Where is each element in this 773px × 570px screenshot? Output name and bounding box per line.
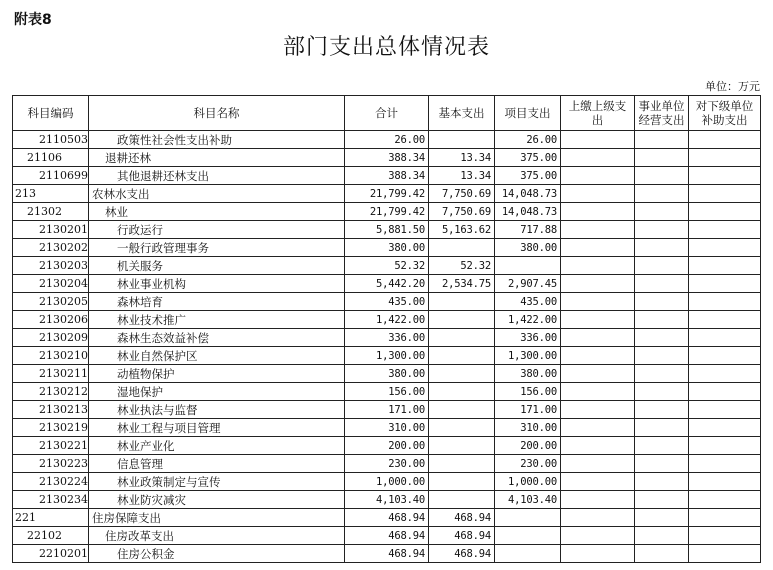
table-row [13, 239, 761, 257]
cell-business [635, 545, 689, 563]
cell-project: 4,103.40 [495, 491, 561, 509]
cell-code: 2110503 [13, 131, 89, 149]
cell-name: 林业事业机构 [89, 275, 345, 293]
cell-total: 21,799.42 [345, 203, 429, 221]
cell-code: 2210201 [13, 545, 89, 563]
cell-name: 退耕还林 [89, 149, 345, 167]
cell-business [635, 347, 689, 365]
cell-code: 213 [13, 185, 89, 203]
cell-business [635, 401, 689, 419]
cell-subsidy [689, 131, 761, 149]
cell-total: 200.00 [345, 437, 429, 455]
cell-basic: 7,750.69 [429, 203, 495, 221]
col-header-upper: 上缴上级支出 [561, 96, 635, 131]
table-row [13, 275, 761, 293]
cell-basic: 7,750.69 [429, 185, 495, 203]
col-header-total: 合计 [345, 96, 429, 131]
cell-basic [429, 239, 495, 257]
cell-total: 5,442.20 [345, 275, 429, 293]
table-row [13, 221, 761, 239]
cell-name: 信息管理 [89, 455, 345, 473]
cell-total: 380.00 [345, 239, 429, 257]
cell-name: 森林培育 [89, 293, 345, 311]
cell-basic [429, 311, 495, 329]
cell-business [635, 455, 689, 473]
table-row [13, 473, 761, 491]
cell-subsidy [689, 221, 761, 239]
cell-upper [561, 131, 635, 149]
cell-total: 26.00 [345, 131, 429, 149]
cell-project [495, 509, 561, 527]
cell-subsidy [689, 491, 761, 509]
cell-subsidy [689, 437, 761, 455]
cell-subsidy [689, 257, 761, 275]
cell-upper [561, 455, 635, 473]
col-header-basic: 基本支出 [429, 96, 495, 131]
cell-business [635, 293, 689, 311]
cell-name: 住房公积金 [89, 545, 345, 563]
cell-upper [561, 185, 635, 203]
cell-project: 1,300.00 [495, 347, 561, 365]
cell-upper [561, 473, 635, 491]
cell-project: 336.00 [495, 329, 561, 347]
cell-subsidy [689, 149, 761, 167]
cell-name: 一般行政管理事务 [89, 239, 345, 257]
cell-business [635, 509, 689, 527]
cell-upper [561, 365, 635, 383]
cell-total: 336.00 [345, 329, 429, 347]
cell-project: 1,000.00 [495, 473, 561, 491]
col-header-project: 项目支出 [495, 96, 561, 131]
table-row [13, 311, 761, 329]
cell-total: 1,422.00 [345, 311, 429, 329]
cell-basic: 13.34 [429, 149, 495, 167]
cell-upper [561, 491, 635, 509]
cell-subsidy [689, 203, 761, 221]
cell-total: 388.34 [345, 149, 429, 167]
cell-total: 230.00 [345, 455, 429, 473]
cell-total: 468.94 [345, 509, 429, 527]
cell-total: 1,300.00 [345, 347, 429, 365]
cell-name: 林业产业化 [89, 437, 345, 455]
cell-name: 林业执法与监督 [89, 401, 345, 419]
cell-name: 住房改革支出 [89, 527, 345, 545]
cell-business [635, 203, 689, 221]
cell-code: 2130204 [13, 275, 89, 293]
cell-subsidy [689, 167, 761, 185]
col-header-subsidy: 对下级单位补助支出 [689, 96, 761, 131]
cell-name: 林业工程与项目管理 [89, 419, 345, 437]
cell-code: 21106 [13, 149, 89, 167]
cell-total: 310.00 [345, 419, 429, 437]
cell-basic: 52.32 [429, 257, 495, 275]
cell-business [635, 383, 689, 401]
cell-business [635, 275, 689, 293]
table-row [13, 185, 761, 203]
cell-code: 2130211 [13, 365, 89, 383]
cell-upper [561, 311, 635, 329]
cell-project: 375.00 [495, 149, 561, 167]
cell-upper [561, 203, 635, 221]
cell-business [635, 473, 689, 491]
table-row [13, 455, 761, 473]
col-header-code: 科目编码 [13, 96, 89, 131]
table-row [13, 419, 761, 437]
cell-code: 2130201 [13, 221, 89, 239]
cell-name: 其他退耕还林支出 [89, 167, 345, 185]
cell-project: 2,907.45 [495, 275, 561, 293]
table-row [13, 401, 761, 419]
table-row [13, 203, 761, 221]
cell-upper [561, 419, 635, 437]
cell-basic [429, 383, 495, 401]
cell-name: 农林水支出 [89, 185, 345, 203]
cell-name: 森林生态效益补偿 [89, 329, 345, 347]
cell-business [635, 365, 689, 383]
cell-total: 388.34 [345, 167, 429, 185]
cell-project: 26.00 [495, 131, 561, 149]
cell-subsidy [689, 365, 761, 383]
table-row [13, 545, 761, 563]
cell-name: 动植物保护 [89, 365, 345, 383]
cell-name: 林业技术推广 [89, 311, 345, 329]
cell-name: 政策性社会性支出补助 [89, 131, 345, 149]
cell-code: 2130234 [13, 491, 89, 509]
cell-basic [429, 491, 495, 509]
cell-project: 230.00 [495, 455, 561, 473]
cell-basic [429, 437, 495, 455]
table-row [13, 329, 761, 347]
cell-upper [561, 383, 635, 401]
cell-code: 2130212 [13, 383, 89, 401]
cell-total: 5,881.50 [345, 221, 429, 239]
cell-subsidy [689, 311, 761, 329]
cell-business [635, 257, 689, 275]
cell-code: 2130224 [13, 473, 89, 491]
cell-basic [429, 329, 495, 347]
cell-upper [561, 401, 635, 419]
cell-business [635, 329, 689, 347]
cell-upper [561, 347, 635, 365]
cell-subsidy [689, 293, 761, 311]
cell-project: 200.00 [495, 437, 561, 455]
cell-business [635, 131, 689, 149]
cell-subsidy [689, 509, 761, 527]
cell-business [635, 167, 689, 185]
cell-basic: 468.94 [429, 545, 495, 563]
cell-upper [561, 437, 635, 455]
cell-project: 380.00 [495, 365, 561, 383]
cell-subsidy [689, 401, 761, 419]
table-row [13, 347, 761, 365]
cell-basic: 2,534.75 [429, 275, 495, 293]
cell-total: 468.94 [345, 545, 429, 563]
table-row [13, 383, 761, 401]
cell-business [635, 185, 689, 203]
table-row [13, 509, 761, 527]
cell-upper [561, 149, 635, 167]
cell-project [495, 257, 561, 275]
table-row [13, 293, 761, 311]
table-row [13, 491, 761, 509]
cell-basic [429, 473, 495, 491]
cell-business [635, 491, 689, 509]
cell-total: 21,799.42 [345, 185, 429, 203]
cell-basic [429, 347, 495, 365]
cell-project: 310.00 [495, 419, 561, 437]
table-row [13, 131, 761, 149]
cell-project: 156.00 [495, 383, 561, 401]
cell-subsidy [689, 185, 761, 203]
cell-upper [561, 329, 635, 347]
cell-basic [429, 131, 495, 149]
cell-code: 221 [13, 509, 89, 527]
table-row [13, 527, 761, 545]
cell-code: 21302 [13, 203, 89, 221]
cell-total: 435.00 [345, 293, 429, 311]
cell-business [635, 239, 689, 257]
cell-business [635, 437, 689, 455]
cell-subsidy [689, 347, 761, 365]
cell-basic: 468.94 [429, 527, 495, 545]
cell-basic [429, 365, 495, 383]
cell-name: 林业政策制定与宣传 [89, 473, 345, 491]
table-header-row [13, 96, 761, 131]
cell-code: 2130209 [13, 329, 89, 347]
table-row [13, 149, 761, 167]
cell-name: 住房保障支出 [89, 509, 345, 527]
cell-basic [429, 455, 495, 473]
cell-total: 4,103.40 [345, 491, 429, 509]
col-header-name: 科目名称 [89, 96, 345, 131]
cell-total: 171.00 [345, 401, 429, 419]
cell-business [635, 419, 689, 437]
cell-code: 2130223 [13, 455, 89, 473]
cell-business [635, 527, 689, 545]
cell-basic: 468.94 [429, 509, 495, 527]
cell-business [635, 311, 689, 329]
cell-subsidy [689, 275, 761, 293]
col-header-business: 事业单位经营支出 [635, 96, 689, 131]
cell-basic: 13.34 [429, 167, 495, 185]
cell-name: 行政运行 [89, 221, 345, 239]
cell-code: 2130210 [13, 347, 89, 365]
cell-upper [561, 257, 635, 275]
cell-code: 2130219 [13, 419, 89, 437]
unit-label: 单位：万元 [705, 80, 760, 93]
cell-subsidy [689, 545, 761, 563]
cell-business [635, 149, 689, 167]
cell-total: 468.94 [345, 527, 429, 545]
cell-upper [561, 527, 635, 545]
cell-subsidy [689, 383, 761, 401]
cell-total: 52.32 [345, 257, 429, 275]
table-body [13, 131, 761, 563]
cell-code: 2130221 [13, 437, 89, 455]
cell-total: 380.00 [345, 365, 429, 383]
cell-code: 22102 [13, 527, 89, 545]
cell-code: 2130213 [13, 401, 89, 419]
page-title: 部门支出总体情况表 [282, 35, 490, 60]
cell-subsidy [689, 329, 761, 347]
cell-project [495, 545, 561, 563]
cell-code: 2130206 [13, 311, 89, 329]
cell-project: 1,422.00 [495, 311, 561, 329]
cell-subsidy [689, 473, 761, 491]
cell-upper [561, 239, 635, 257]
cell-basic [429, 401, 495, 419]
table-row [13, 437, 761, 455]
cell-project: 717.88 [495, 221, 561, 239]
cell-business [635, 221, 689, 239]
cell-project [495, 527, 561, 545]
cell-code: 2130203 [13, 257, 89, 275]
cell-name: 林业自然保护区 [89, 347, 345, 365]
cell-project: 171.00 [495, 401, 561, 419]
cell-subsidy [689, 455, 761, 473]
cell-project: 14,048.73 [495, 203, 561, 221]
cell-upper [561, 509, 635, 527]
table-row [13, 167, 761, 185]
cell-name: 机关服务 [89, 257, 345, 275]
cell-total: 1,000.00 [345, 473, 429, 491]
cell-subsidy [689, 419, 761, 437]
table-row [13, 365, 761, 383]
cell-basic: 5,163.62 [429, 221, 495, 239]
cell-name: 湿地保护 [89, 383, 345, 401]
cell-name: 林业 [89, 203, 345, 221]
cell-upper [561, 221, 635, 239]
cell-upper [561, 275, 635, 293]
cell-basic [429, 419, 495, 437]
cell-subsidy [689, 527, 761, 545]
cell-subsidy [689, 239, 761, 257]
table-row [13, 257, 761, 275]
cell-basic [429, 293, 495, 311]
cell-project: 375.00 [495, 167, 561, 185]
cell-code: 2130202 [13, 239, 89, 257]
cell-upper [561, 293, 635, 311]
cell-code: 2110699 [13, 167, 89, 185]
cell-total: 156.00 [345, 383, 429, 401]
expenditure-table [12, 95, 761, 563]
cell-upper [561, 167, 635, 185]
annex-label: 附表8 [14, 12, 52, 28]
cell-code: 2130205 [13, 293, 89, 311]
cell-name: 林业防灾减灾 [89, 491, 345, 509]
cell-upper [561, 545, 635, 563]
cell-project: 380.00 [495, 239, 561, 257]
cell-project: 14,048.73 [495, 185, 561, 203]
cell-project: 435.00 [495, 293, 561, 311]
